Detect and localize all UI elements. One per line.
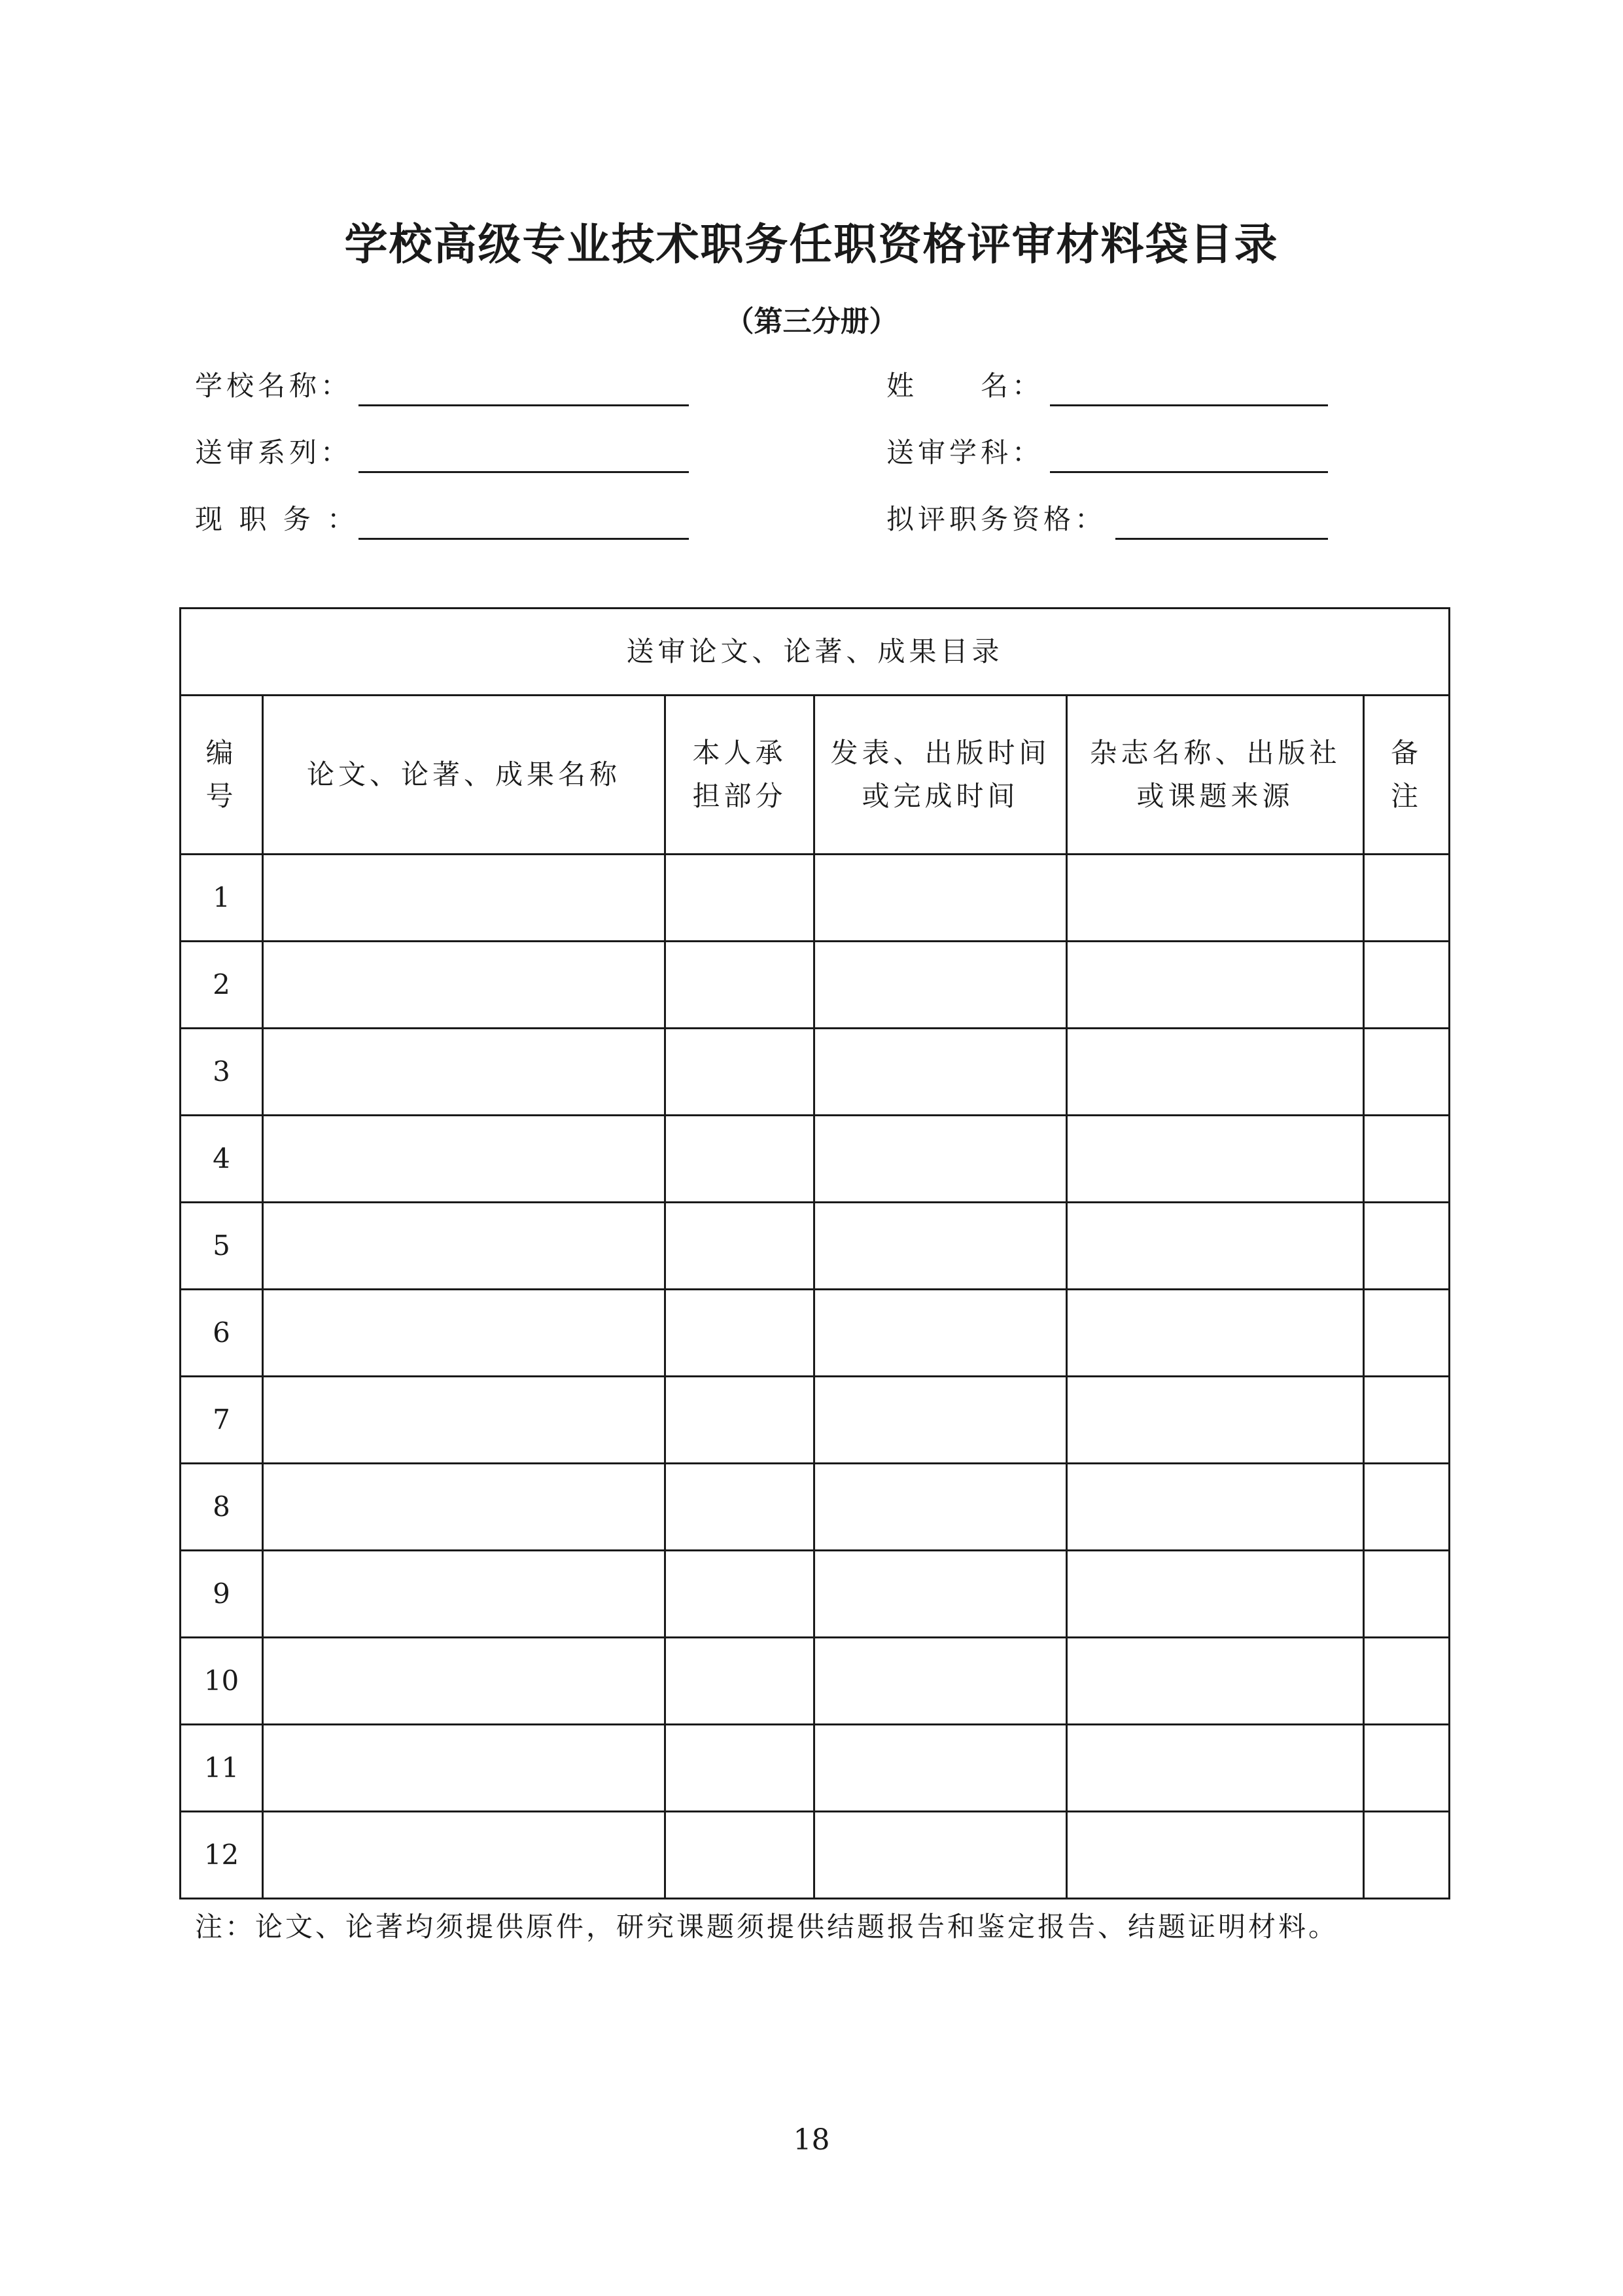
- table-row: [181, 1203, 1450, 1290]
- title-cell[interactable]: [263, 1551, 665, 1638]
- header-title: [263, 696, 665, 855]
- header-part-line-2: 担部分: [692, 780, 787, 812]
- header-source-line-2: 或课题来源: [1136, 780, 1294, 812]
- header-remark-line-2: 注: [1391, 780, 1423, 812]
- table-row: [181, 942, 1450, 1029]
- date-cell[interactable]: [814, 1290, 1067, 1377]
- part-cell[interactable]: [665, 855, 814, 942]
- row-number-cell: 11: [181, 1725, 263, 1812]
- header-part-line-1: 本人承: [692, 737, 787, 769]
- school-name-field: [195, 366, 692, 406]
- title-cell[interactable]: [263, 1029, 665, 1116]
- part-cell[interactable]: [665, 1029, 814, 1116]
- part-cell[interactable]: [665, 1290, 814, 1377]
- row-number-cell: 8: [181, 1464, 263, 1551]
- catalog-table: [179, 607, 1450, 1899]
- part-cell[interactable]: [665, 1377, 814, 1464]
- header-number-line-1: 编: [205, 737, 237, 769]
- date-cell[interactable]: [814, 1116, 1067, 1203]
- part-cell[interactable]: [665, 1638, 814, 1725]
- part-cell[interactable]: [665, 1551, 814, 1638]
- catalog-table-body: [181, 609, 1450, 1899]
- date-cell[interactable]: [814, 1551, 1067, 1638]
- title-cell[interactable]: [263, 1203, 665, 1290]
- source-cell[interactable]: [1067, 942, 1364, 1029]
- header-remark-line-1: 备: [1391, 737, 1423, 769]
- remark-cell[interactable]: [1364, 1116, 1450, 1203]
- current-position-label: 现 职 务 ：: [195, 503, 359, 535]
- remark-cell[interactable]: [1364, 1377, 1450, 1464]
- table-row: [181, 1290, 1450, 1377]
- table-row: [181, 1638, 1450, 1725]
- date-cell[interactable]: [814, 1725, 1067, 1812]
- title-cell[interactable]: [263, 1116, 665, 1203]
- remark-cell[interactable]: [1364, 1725, 1450, 1812]
- date-cell[interactable]: [814, 1638, 1067, 1725]
- header-source: [1067, 696, 1364, 855]
- remark-cell[interactable]: [1364, 1638, 1450, 1725]
- remark-cell[interactable]: [1364, 1464, 1450, 1551]
- part-cell[interactable]: [665, 1464, 814, 1551]
- source-cell[interactable]: [1067, 1377, 1364, 1464]
- name-field: [886, 366, 1331, 406]
- source-cell[interactable]: [1067, 1290, 1364, 1377]
- series-blank[interactable]: [358, 471, 689, 473]
- source-cell[interactable]: [1067, 1812, 1364, 1899]
- source-cell[interactable]: [1067, 1725, 1364, 1812]
- row-number-cell: 1: [181, 855, 263, 942]
- table-caption-row: [181, 609, 1450, 696]
- header-date-line-2: 或完成时间: [862, 780, 1019, 812]
- table-header-row: [181, 696, 1450, 855]
- row-number-cell: 6: [181, 1290, 263, 1377]
- header-remark: [1364, 696, 1450, 855]
- title-cell[interactable]: [263, 1638, 665, 1725]
- table-caption: 送审论文、论著、成果目录: [181, 609, 1450, 696]
- date-cell[interactable]: [814, 942, 1067, 1029]
- source-cell[interactable]: [1067, 1638, 1364, 1725]
- title-cell[interactable]: [263, 1812, 665, 1899]
- header-number: [181, 696, 263, 855]
- header-title-text: 论文、论著、成果名称: [306, 758, 621, 790]
- header-number-line-2: 号: [205, 780, 237, 812]
- date-cell[interactable]: [814, 855, 1067, 942]
- row-number-cell: 2: [181, 942, 263, 1029]
- date-cell[interactable]: [814, 1812, 1067, 1899]
- table-row: [181, 1464, 1450, 1551]
- header-source-line-1: 杂志名称、出版社: [1089, 737, 1341, 769]
- part-cell[interactable]: [665, 1116, 814, 1203]
- proposed-qualification-label: 拟评职务资格：: [886, 503, 1107, 535]
- current-position-blank[interactable]: [358, 538, 689, 540]
- school-name-blank[interactable]: [358, 404, 689, 406]
- source-cell[interactable]: [1067, 1203, 1364, 1290]
- volume-subtitle: （第三分册）: [725, 305, 898, 338]
- header-part: [665, 696, 814, 855]
- title-cell[interactable]: [263, 1464, 665, 1551]
- proposed-qualification-blank[interactable]: [1115, 538, 1328, 540]
- source-cell[interactable]: [1067, 1464, 1364, 1551]
- header-date: [814, 696, 1067, 855]
- row-number-cell: 3: [181, 1029, 263, 1116]
- remark-cell[interactable]: [1364, 1551, 1450, 1638]
- name-blank[interactable]: [1050, 404, 1328, 406]
- part-cell[interactable]: [665, 1812, 814, 1899]
- date-cell[interactable]: [814, 1203, 1067, 1290]
- source-cell[interactable]: [1067, 1029, 1364, 1116]
- row-number-cell: 9: [181, 1551, 263, 1638]
- remark-cell[interactable]: [1364, 1029, 1450, 1116]
- current-position-field: [195, 500, 692, 539]
- remark-cell[interactable]: [1364, 1812, 1450, 1899]
- title-cell[interactable]: [263, 1290, 665, 1377]
- part-cell[interactable]: [665, 1725, 814, 1812]
- header-date-line-1: 发表、出版时间: [830, 737, 1051, 769]
- table-row: [181, 1551, 1450, 1638]
- title-cell[interactable]: [263, 942, 665, 1029]
- table-row: [181, 1377, 1450, 1464]
- page-number: 18: [793, 2123, 830, 2157]
- row-number-cell: 7: [181, 1377, 263, 1464]
- remark-cell[interactable]: [1364, 855, 1450, 942]
- footnote: 注：论文、论著均须提供原件，研究课题须提供结题报告和鉴定报告、结题证明材料。: [195, 1911, 1339, 1943]
- remark-cell[interactable]: [1364, 1203, 1450, 1290]
- table-row: [181, 1116, 1450, 1203]
- title-cell[interactable]: [263, 1725, 665, 1812]
- row-number-cell: 12: [181, 1812, 263, 1899]
- proposed-qualification-field: [886, 500, 1331, 539]
- part-cell[interactable]: [665, 1203, 814, 1290]
- date-cell[interactable]: [814, 1029, 1067, 1116]
- source-cell[interactable]: [1067, 1551, 1364, 1638]
- subject-label: 送审学科：: [886, 436, 1044, 468]
- row-number-cell: 10: [181, 1638, 263, 1725]
- source-cell[interactable]: [1067, 855, 1364, 942]
- row-number-cell: 5: [181, 1203, 263, 1290]
- name-label: 姓 名：: [886, 370, 1044, 402]
- school-name-label: 学校名称：: [195, 370, 353, 402]
- subject-field: [886, 433, 1331, 472]
- subject-blank[interactable]: [1050, 471, 1328, 473]
- table-row: [181, 1725, 1450, 1812]
- table-row: [181, 1029, 1450, 1116]
- series-field: [195, 433, 692, 472]
- part-cell[interactable]: [665, 942, 814, 1029]
- document-title: 学校高级专业技术职务任职资格评审材料袋目录: [344, 219, 1279, 270]
- row-number-cell: 4: [181, 1116, 263, 1203]
- date-cell[interactable]: [814, 1377, 1067, 1464]
- series-label: 送审系列：: [195, 436, 353, 468]
- table-row: [181, 1812, 1450, 1899]
- remark-cell[interactable]: [1364, 1290, 1450, 1377]
- date-cell[interactable]: [814, 1464, 1067, 1551]
- table-row: [181, 855, 1450, 942]
- title-cell[interactable]: [263, 855, 665, 942]
- title-cell[interactable]: [263, 1377, 665, 1464]
- source-cell[interactable]: [1067, 1116, 1364, 1203]
- remark-cell[interactable]: [1364, 942, 1450, 1029]
